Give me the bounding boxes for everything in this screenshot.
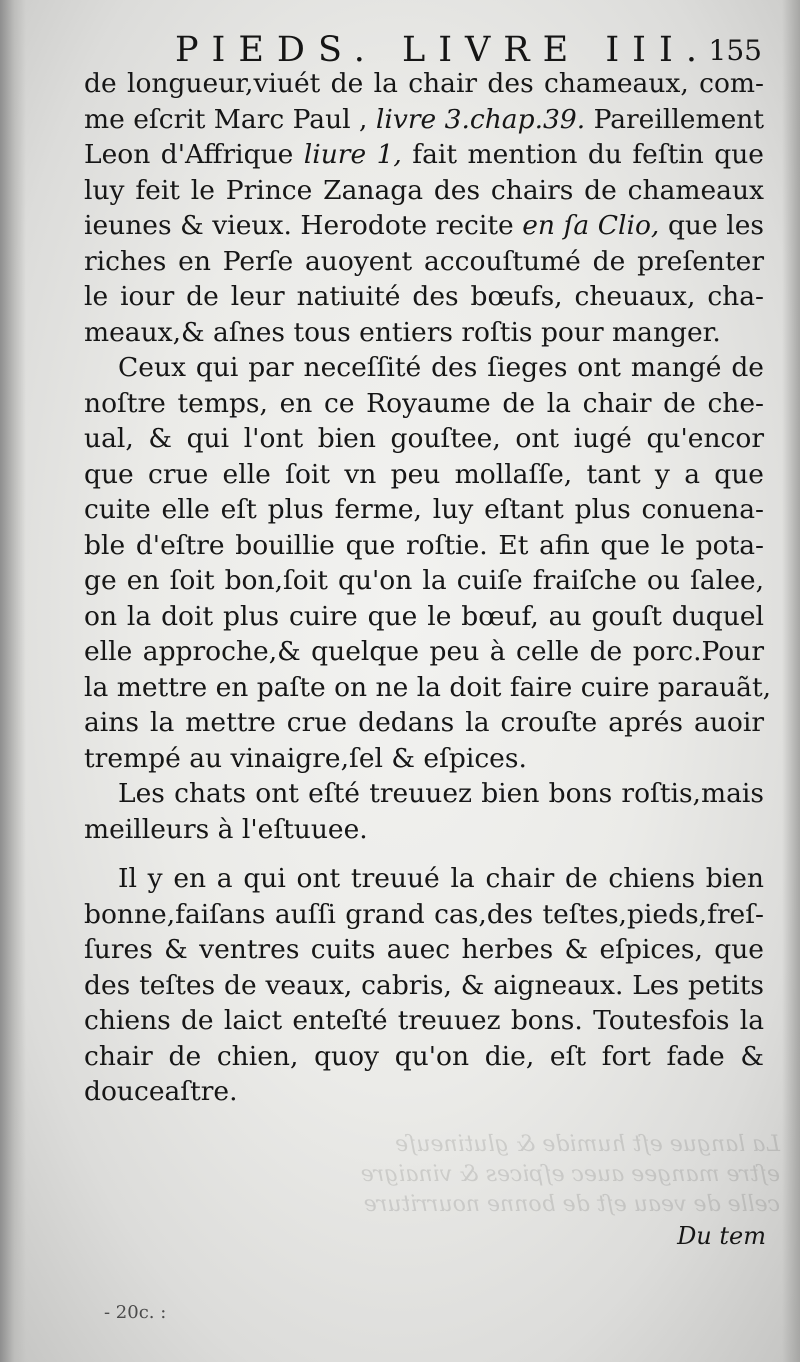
text-line: ble d'eſtre bouillie que roſtie. Et afin que le pota- bbox=[84, 529, 764, 561]
text-line: des teſtes de veaux, cabris, & aigneaux. Les petits bbox=[84, 969, 764, 1001]
text-line: ual, & qui l'ont bien gouſtee, ont iugé qu'encor bbox=[84, 423, 764, 454]
text-line: douceaſtre. bbox=[84, 1076, 238, 1107]
text-line: ſures & ventres cuits auec herbes & eſpices, que bbox=[84, 934, 764, 965]
text-line: la mettre en paſte on ne la doit faire cuire parauãt, bbox=[84, 671, 772, 703]
text-line: meilleurs à l'eſtuuee. bbox=[84, 813, 368, 845]
page-number: 155 bbox=[708, 34, 762, 67]
text-line: elle approche,& quelque peu à celle de porc.Pour bbox=[84, 636, 764, 667]
page-edge-shadow bbox=[782, 0, 800, 1362]
text-line: ieunes & vieux. Herodote recite en ſa Clio, que les bbox=[84, 210, 764, 241]
text-line: noſtre temps, en ce Royaume de la chair de che- bbox=[84, 387, 764, 419]
citation: liure 1, bbox=[303, 139, 402, 170]
paragraph-start: Les chats ont eſté treuuez bien bons roſtis,mais bbox=[118, 778, 764, 809]
text-line: de longueur,viuét de la chair des chameaux, com- bbox=[84, 68, 764, 99]
text-line: on la doit plus cuire que le bœuf, au gouſt duquel bbox=[84, 600, 764, 632]
text-line: cuite elle eſt plus ferme, luy eſtant plus conuena- bbox=[84, 494, 764, 525]
bleed-through-text: La langue eſt humide & glutineuſe eſtre mangee auec eſpices & vinaigre celle de veau eſt de bonne nourriture bbox=[360, 1132, 780, 1217]
text-line: ge en ſoit bon,ſoit qu'on la cuiſe fraiſche ou ſalee, bbox=[84, 565, 764, 596]
paragraph-start: Il y en a qui ont treuué la chair de chiens bien bbox=[118, 863, 764, 894]
text-line: Leon d'Affrique liure 1, fait mention du feſtin que bbox=[84, 139, 764, 170]
text-line: bonne,faiſans auſſi grand cas,des teſtes,pieds,freſ- bbox=[84, 898, 764, 930]
citation: en ſa Clio, bbox=[522, 210, 660, 241]
signature-mark: - 20c. : bbox=[104, 1302, 167, 1323]
running-head: PIEDS. LIVRE III. bbox=[175, 30, 710, 70]
text-line: trempé au vinaigre,ſel & eſpices. bbox=[84, 742, 527, 774]
text-line: meaux,& aſnes tous entiers roſtis pour manger. bbox=[84, 316, 721, 348]
catchword: Du tem bbox=[677, 1222, 766, 1250]
text-line: chair de chien, quoy qu'on die, eſt fort fade & bbox=[84, 1040, 764, 1072]
text-line: luy feit le Prince Zanaga des chairs de chameaux bbox=[84, 174, 764, 206]
text-line: ains la mettre crue dedans la crouſte aprés auoir bbox=[84, 707, 764, 738]
text-line: me eſcrit Marc Paul , livre 3.chap.39. Pareillement bbox=[84, 103, 765, 135]
paragraph-start: Ceux qui par neceſſité des ſieges ont mangé de bbox=[118, 352, 764, 383]
page-edge-shadow bbox=[0, 0, 26, 1362]
text-line: que crue elle ſoit vn peu mollaſſe, tant y a que bbox=[84, 458, 764, 490]
text-line: chiens de laict enteſté treuuez bons. Toutesfois la bbox=[84, 1005, 764, 1036]
citation: livre 3.chap.39. bbox=[375, 103, 586, 135]
text-line: le iour de leur natiuité des bœufs, cheuaux, cha- bbox=[84, 281, 764, 312]
body-text bbox=[84, 66, 772, 1110]
text-line: riches en Perſe auoyent accouſtumé de preſenter bbox=[84, 245, 764, 277]
